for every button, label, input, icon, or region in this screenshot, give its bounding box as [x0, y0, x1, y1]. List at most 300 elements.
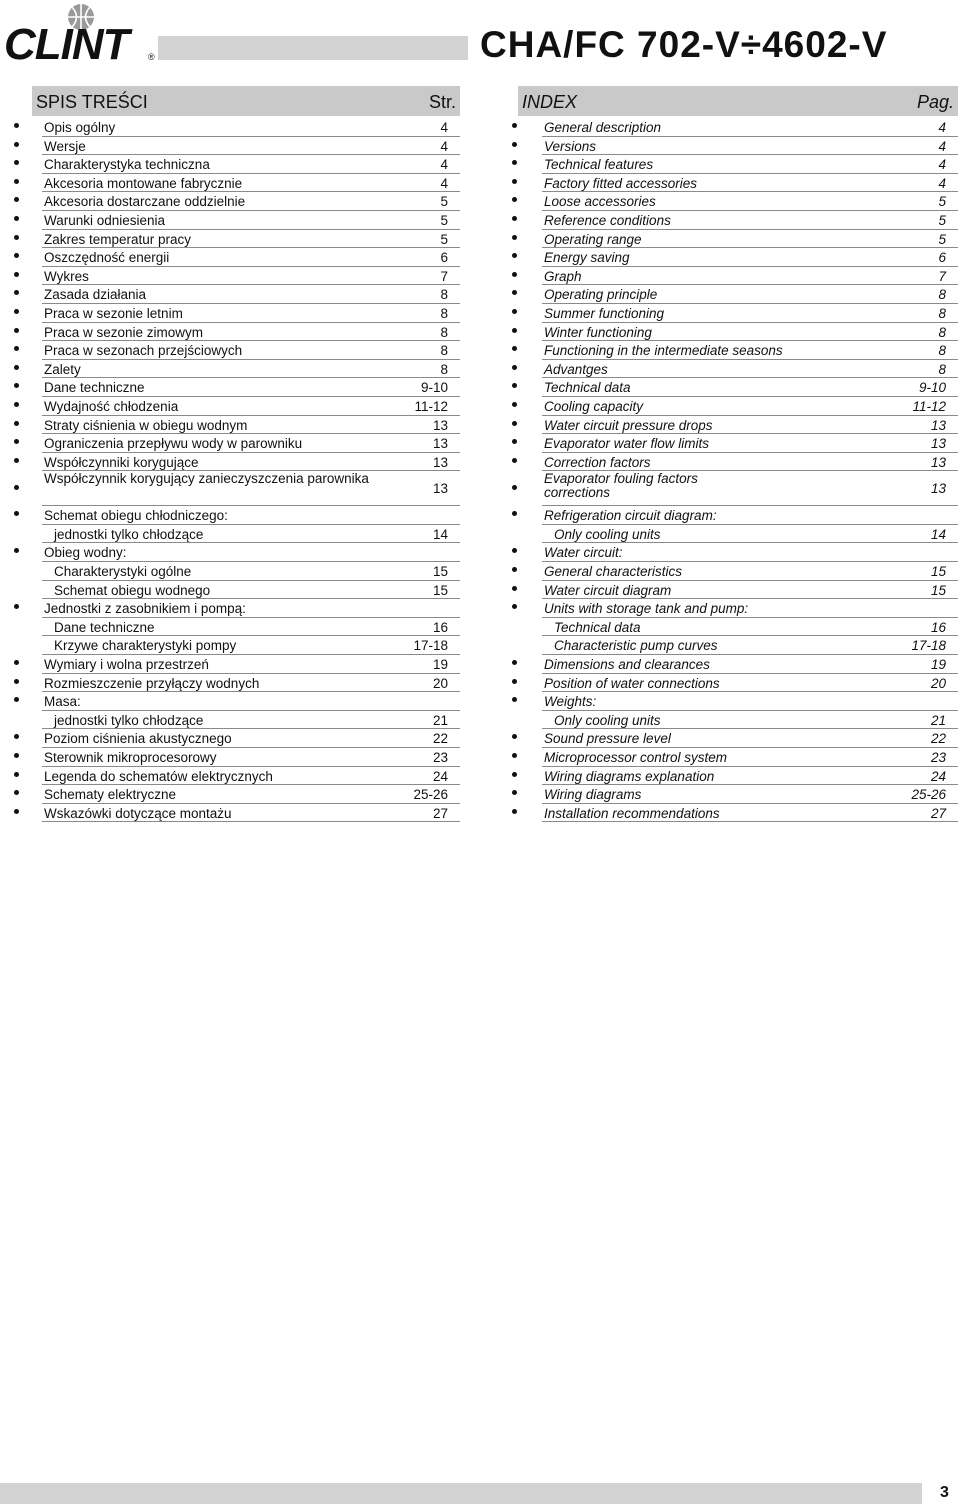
toc-entry-label: Characteristic pump curves: [554, 638, 718, 654]
bullet-icon: [14, 548, 19, 553]
toc-entry: [512, 748, 958, 767]
toc-english-header: [518, 86, 958, 116]
toc-entry-cell: [42, 543, 460, 562]
toc-entry-cell: [542, 674, 958, 693]
toc-entry-cell: [42, 211, 460, 230]
bullet-icon: [512, 734, 517, 739]
toc-english-title: INDEX: [522, 92, 578, 112]
toc-entry-label: Water circuit diagram: [544, 582, 672, 598]
toc-entry-cell: [42, 174, 460, 193]
toc-entry-cell: [42, 581, 460, 600]
toc-entry-label: Praca w sezonie letnim: [44, 305, 183, 321]
toc-entry-label: Winter functioning: [544, 324, 652, 340]
toc-entry-cell: [542, 118, 958, 137]
toc-entry-label: Opis ogólny: [44, 120, 116, 135]
toc-entry-page: 21: [930, 712, 946, 728]
bullet-icon: [512, 421, 517, 426]
toc-entry-page: 4: [440, 157, 448, 173]
bullet-icon: [14, 346, 19, 351]
toc-entry: [14, 137, 460, 156]
bullet-icon: [512, 235, 517, 240]
toc-entry-label: Weights:: [544, 694, 597, 710]
toc-entry: [14, 581, 460, 600]
toc-entry-label: Summer functioning: [544, 305, 665, 321]
toc-entry-page: 8: [440, 287, 448, 303]
toc-entry: [512, 267, 958, 286]
bullet-icon: [14, 272, 19, 277]
toc-entry: [14, 543, 460, 562]
toc-entry-cell: [42, 155, 460, 174]
toc-entry: [14, 711, 460, 730]
toc-entry: [14, 562, 460, 581]
toc-entry-cell: [542, 785, 958, 804]
toc-entry-cell: [542, 192, 958, 211]
toc-entry-label: Versions: [544, 138, 597, 154]
toc-entry-page: 25-26: [413, 787, 448, 803]
toc-entry-page: 15: [432, 564, 448, 580]
toc-entry-label: Technical data: [554, 619, 641, 635]
toc-entry-label: Schematy elektryczne: [44, 787, 177, 803]
toc-entry-label: Współczynniki korygujące: [44, 454, 199, 470]
toc-entry: [14, 155, 460, 174]
toc-entry-page: 7: [440, 268, 448, 284]
bullet-icon: [512, 197, 517, 202]
toc-entry: [14, 804, 460, 823]
toc-polish-page-header: Str.: [428, 92, 456, 112]
toc-entry-label: Water circuit pressure drops: [544, 417, 713, 433]
toc-polish-list: [14, 118, 460, 822]
toc-entry: [14, 304, 460, 323]
toc-entry: [14, 285, 460, 304]
toc-entry-cell: [542, 323, 958, 342]
toc-entry: [14, 785, 460, 804]
toc-entry-page: 8: [938, 324, 946, 340]
bullet-icon: [14, 402, 19, 407]
toc-entry-label: Loose accessories: [544, 194, 656, 210]
toc-entry-page: 20: [432, 675, 448, 691]
bullet-icon: [512, 216, 517, 221]
brand-name: CLINT: [4, 20, 129, 69]
toc-entry-cell: [42, 360, 460, 379]
toc-entry: [14, 323, 460, 342]
toc-entry-page: 5: [440, 212, 448, 228]
footer-bar: [0, 1483, 922, 1504]
bullet-icon: [512, 123, 517, 128]
toc-entry-page: 27: [930, 805, 946, 821]
toc-entry-page: 13: [432, 481, 448, 497]
bullet-icon: [512, 290, 517, 295]
toc-entry-label: Operating range: [544, 231, 642, 247]
bullet-icon: [512, 772, 517, 777]
bullet-icon: [14, 772, 19, 777]
toc-entry: [512, 506, 958, 525]
toc-entry-label: Dane techniczne: [44, 380, 145, 396]
toc-entry-label: Zalety: [44, 361, 81, 377]
toc-entry-page: 22: [432, 731, 448, 747]
toc-entry-label: jednostki tylko chłodzące: [54, 712, 204, 728]
toc-entry-label: Schemat obiegu chłodniczego:: [44, 508, 228, 524]
toc-entry-label: Rozmieszczenie przyłączy wodnych: [44, 675, 260, 691]
toc-entry-cell: [542, 748, 958, 767]
toc-entry-label: Legenda do schematów elektrycznych: [44, 768, 273, 784]
bullet-icon: [512, 383, 517, 388]
bullet-icon: [14, 660, 19, 665]
bullet-icon: [512, 402, 517, 407]
bullet-icon: [512, 753, 517, 758]
toc-entry: [14, 230, 460, 249]
toc-entry-label: Evaporator water flow limits: [544, 436, 710, 452]
toc-entry-cell: [42, 636, 460, 655]
toc-entry-label: Warunki odniesienia: [44, 212, 166, 228]
toc-entry: [14, 267, 460, 286]
toc-entry: [512, 341, 958, 360]
toc-entry: [14, 211, 460, 230]
toc-entry: [512, 323, 958, 342]
toc-entry-label: Akcesoria dostarczane oddzielnie: [44, 194, 246, 210]
toc-entry-label: Schemat obiegu wodnego: [54, 582, 211, 598]
toc-entry-page: 13: [930, 481, 946, 497]
toc-entry-cell: [542, 804, 958, 823]
toc-entry: [512, 416, 958, 435]
toc-entry-page: 8: [938, 343, 946, 359]
toc-entry-page: 9-10: [918, 380, 946, 396]
toc-entry-label: Oszczędność energii: [44, 250, 170, 266]
toc-entry-label: Krzywe charakterystyki pompy: [54, 638, 237, 654]
bullet-icon: [14, 679, 19, 684]
bullet-icon: [14, 697, 19, 702]
toc-entry: [14, 434, 460, 453]
toc-entry-cell: [42, 525, 460, 544]
toc-entry-label: Microprocessor control system: [544, 750, 728, 765]
bullet-icon: [14, 123, 19, 128]
toc-entry-cell: [42, 785, 460, 804]
toc-entry-cell: [542, 360, 958, 379]
toc-entry-page: 21: [432, 712, 448, 728]
toc-entry-label: Wymiary i wolna przestrzeń: [44, 657, 209, 673]
toc-entry: [14, 378, 460, 397]
header-bar: [158, 36, 468, 60]
toc-entry-cell: [542, 581, 958, 600]
toc-entry: [512, 397, 958, 416]
toc-entry-page: 6: [440, 250, 448, 266]
bullet-icon: [14, 604, 19, 609]
toc-entry: [512, 137, 958, 156]
toc-entry-page: 17-18: [413, 638, 448, 654]
brand-logo: [4, 0, 154, 70]
toc-entry-cell: [42, 711, 460, 730]
toc-entry-label: Współczynnik korygujący zanieczyszczenia parownika: [44, 471, 369, 487]
bullet-icon: [512, 458, 517, 463]
toc-entry-page: 13: [930, 454, 946, 470]
bullet-icon: [14, 485, 19, 490]
toc-entry: [512, 692, 958, 711]
toc-entry-cell: [42, 378, 460, 397]
bullet-icon: [14, 458, 19, 463]
toc-entry-label: Evaporator fouling factors corrections: [544, 471, 698, 501]
page-number: 3: [940, 1484, 949, 1501]
toc-entry-label: Units with storage tank and pump:: [544, 601, 749, 617]
toc-entry-page: 4: [938, 120, 946, 135]
toc-entry: [14, 416, 460, 435]
toc-entry: [14, 118, 460, 137]
toc-entry: [14, 341, 460, 360]
bullet-icon: [512, 272, 517, 277]
toc-entry-label: Advantges: [544, 361, 608, 377]
toc-entry-label: Wydajność chłodzenia: [44, 398, 179, 414]
toc-entry-page: 22: [930, 731, 946, 747]
toc-entry: [14, 525, 460, 544]
toc-entry-page: 5: [938, 194, 946, 210]
toc-entry-label: Zakres temperatur pracy: [44, 231, 192, 247]
toc-entry-label: Charakterystyki ogólne: [54, 564, 192, 580]
toc-entry-cell: [42, 562, 460, 581]
toc-entry-cell: [542, 506, 958, 525]
toc-entry-label: jednostki tylko chłodzące: [54, 526, 204, 542]
toc-entry-page: 13: [432, 417, 448, 433]
toc-entry-label: Installation recommendations: [544, 805, 720, 821]
toc-entry: [14, 618, 460, 637]
toc-entry: [14, 748, 460, 767]
bullet-icon: [512, 679, 517, 684]
toc-entry-page: 24: [930, 768, 946, 784]
toc-entry-page: 20: [930, 675, 946, 691]
toc-entry-cell: [542, 378, 958, 397]
toc-entry: [14, 729, 460, 748]
toc-entry-cell: [542, 304, 958, 323]
bullet-icon: [14, 328, 19, 333]
toc-entry-cell: [42, 599, 460, 618]
toc-entry-label: Dimensions and clearances: [544, 657, 710, 673]
toc-entry: [14, 360, 460, 379]
bullet-icon: [14, 309, 19, 314]
toc-entry: [512, 118, 958, 137]
toc-entry: [512, 248, 958, 267]
toc-entry: [512, 767, 958, 786]
toc-entry-page: 8: [440, 361, 448, 377]
toc-entry-page: 7: [938, 268, 946, 284]
toc-entry-cell: [42, 267, 460, 286]
toc-entry-page: 13: [432, 454, 448, 470]
toc-entry-page: 6: [938, 250, 946, 266]
toc-english: [512, 86, 958, 822]
toc-entry-page: 8: [938, 305, 946, 321]
bullet-icon: [512, 160, 517, 165]
toc-entry: [512, 285, 958, 304]
toc-entry-label: Only cooling units: [554, 712, 661, 728]
toc-entry-label: Jednostki z zasobnikiem i pompą:: [44, 601, 246, 617]
toc-entry-page: 13: [930, 417, 946, 433]
bullet-icon: [512, 586, 517, 591]
bullet-icon: [14, 290, 19, 295]
toc-entry-label: Ograniczenia przepływu wody w parowniku: [44, 436, 303, 452]
toc-entry-cell: [542, 155, 958, 174]
toc-entry: [14, 655, 460, 674]
toc-entry-label: Wskazówki dotyczące montażu: [44, 805, 232, 821]
bullet-icon: [512, 809, 517, 814]
toc-entry: [512, 674, 958, 693]
toc-entry-label: Zasada działania: [44, 287, 147, 303]
toc-entry: [14, 674, 460, 693]
toc-entry-page: 8: [938, 287, 946, 303]
toc-entry-cell: [542, 692, 958, 711]
toc-entry: [512, 360, 958, 379]
toc-entry-label: Straty ciśnienia w obiegu wodnym: [44, 417, 248, 433]
bullet-icon: [512, 439, 517, 444]
toc-entry: [512, 192, 958, 211]
toc-entry-label: Correction factors: [544, 454, 651, 470]
toc-entry-label: Obieg wodny:: [44, 545, 127, 561]
toc-entry-page: 23: [432, 750, 448, 765]
toc-entry: [512, 785, 958, 804]
bullet-icon: [14, 383, 19, 388]
toc-entry: [14, 453, 460, 472]
toc-entry-cell: [542, 137, 958, 156]
toc-entry-label: Refrigeration circuit diagram:: [544, 508, 717, 524]
toc-english-page-header: Pag.: [916, 92, 954, 112]
toc-entry: [512, 304, 958, 323]
bullet-icon: [512, 142, 517, 147]
toc-entry: [14, 471, 460, 506]
toc-entry-label: Functioning in the intermediate seasons: [544, 343, 783, 359]
toc-entry-cell: [42, 692, 460, 711]
toc-entry-cell: [42, 192, 460, 211]
toc-entry-page: 4: [440, 138, 448, 154]
toc-entry-label: Wiring diagrams: [544, 787, 642, 803]
toc-entry-cell: [42, 416, 460, 435]
toc-entry-label: Praca w sezonach przejściowych: [44, 343, 243, 359]
toc-entry-cell: [42, 434, 460, 453]
toc-entry-label: Dane techniczne: [54, 619, 155, 635]
toc-entry: [512, 618, 958, 637]
toc-entry-cell: [42, 230, 460, 249]
toc-entry: [14, 599, 460, 618]
toc-entry-cell: [42, 118, 460, 137]
bullet-icon: [14, 179, 19, 184]
bullet-icon: [14, 235, 19, 240]
toc-entry-cell: [542, 453, 958, 472]
toc-entry-cell: [42, 304, 460, 323]
toc-entry-cell: [542, 618, 958, 637]
bullet-icon: [14, 511, 19, 516]
toc-entry-cell: [542, 711, 958, 730]
bullet-icon: [512, 697, 517, 702]
toc-entry: [512, 543, 958, 562]
toc-entry-page: 8: [440, 343, 448, 359]
toc-entry-cell: [42, 341, 460, 360]
toc-entry-page: 15: [930, 564, 946, 580]
toc-entry-cell: [542, 285, 958, 304]
toc-entry-page: 16: [432, 619, 448, 635]
toc-entry-label: Sterownik mikroprocesorowy: [44, 750, 217, 765]
bullet-icon: [512, 485, 517, 490]
toc-entry-page: 14: [930, 526, 946, 542]
toc-entry-cell: [42, 453, 460, 472]
toc-entry-page: 8: [440, 324, 448, 340]
toc-entry-label: Wiring diagrams explanation: [544, 768, 715, 784]
toc-entry-page: 4: [440, 120, 448, 135]
toc-entry-page: 27: [432, 805, 448, 821]
toc-entry-cell: [42, 506, 460, 525]
toc-entry-cell: [542, 525, 958, 544]
toc-entry-page: 25-26: [911, 787, 946, 803]
toc-entry-page: 16: [930, 619, 946, 635]
toc-entry-page: 15: [432, 582, 448, 598]
toc-english-list: [512, 118, 958, 822]
toc-entry-page: 5: [440, 231, 448, 247]
toc-entry: [512, 230, 958, 249]
toc-entry-label: Graph: [544, 268, 582, 284]
toc-entry-page: 17-18: [911, 638, 946, 654]
toc-entry-page: 15: [930, 582, 946, 598]
toc-entry-page: 19: [432, 657, 448, 673]
toc-entry-page: 13: [432, 436, 448, 452]
toc-entry-cell: [542, 562, 958, 581]
bullet-icon: [512, 511, 517, 516]
toc-entry-page: 23: [930, 750, 946, 765]
bullet-icon: [14, 421, 19, 426]
bullet-icon: [14, 253, 19, 258]
toc-entry-cell: [542, 729, 958, 748]
toc-entry-page: 24: [432, 768, 448, 784]
bullet-icon: [512, 548, 517, 553]
toc-entry: [512, 729, 958, 748]
toc-entry: [512, 453, 958, 472]
toc-entry: [14, 636, 460, 655]
toc-entry-page: 4: [938, 157, 946, 173]
toc-entry-page: 8: [440, 305, 448, 321]
toc-entry-page: 4: [440, 175, 448, 191]
bullet-icon: [14, 216, 19, 221]
bullet-icon: [512, 660, 517, 665]
toc-entry-cell: [42, 767, 460, 786]
toc-entry: [512, 378, 958, 397]
bullet-icon: [14, 790, 19, 795]
bullet-icon: [512, 253, 517, 258]
toc-entry-cell: [542, 267, 958, 286]
toc-entry-cell: [42, 674, 460, 693]
toc-entry: [512, 211, 958, 230]
toc-entry-cell: [542, 471, 958, 506]
toc-entry-cell: [42, 618, 460, 637]
toc-entry-page: 9-10: [420, 380, 448, 396]
toc-entry-cell: [42, 471, 460, 506]
toc-entry-cell: [542, 767, 958, 786]
bullet-icon: [512, 346, 517, 351]
toc-entry: [512, 525, 958, 544]
toc-entry: [512, 804, 958, 823]
toc-entry-label: Technical features: [544, 157, 654, 173]
toc-entry-page: 11-12: [912, 398, 946, 414]
bullet-icon: [14, 809, 19, 814]
toc-entry: [14, 248, 460, 267]
bullet-icon: [512, 309, 517, 314]
toc-entry-cell: [42, 655, 460, 674]
toc-entry-label: Reference conditions: [544, 212, 671, 228]
registered-mark: ®: [148, 52, 155, 62]
bullet-icon: [14, 439, 19, 444]
toc-entry: [14, 174, 460, 193]
bullet-icon: [512, 328, 517, 333]
toc-entry-label: Poziom ciśnienia akustycznego: [44, 731, 232, 747]
toc-entry-cell: [542, 599, 958, 618]
toc-polish: [14, 86, 460, 822]
bullet-icon: [14, 753, 19, 758]
bullet-icon: [14, 197, 19, 202]
toc-entry: [512, 562, 958, 581]
toc-entry-page: 11-12: [414, 398, 448, 414]
toc-entry: [512, 155, 958, 174]
toc-entry-cell: [42, 748, 460, 767]
